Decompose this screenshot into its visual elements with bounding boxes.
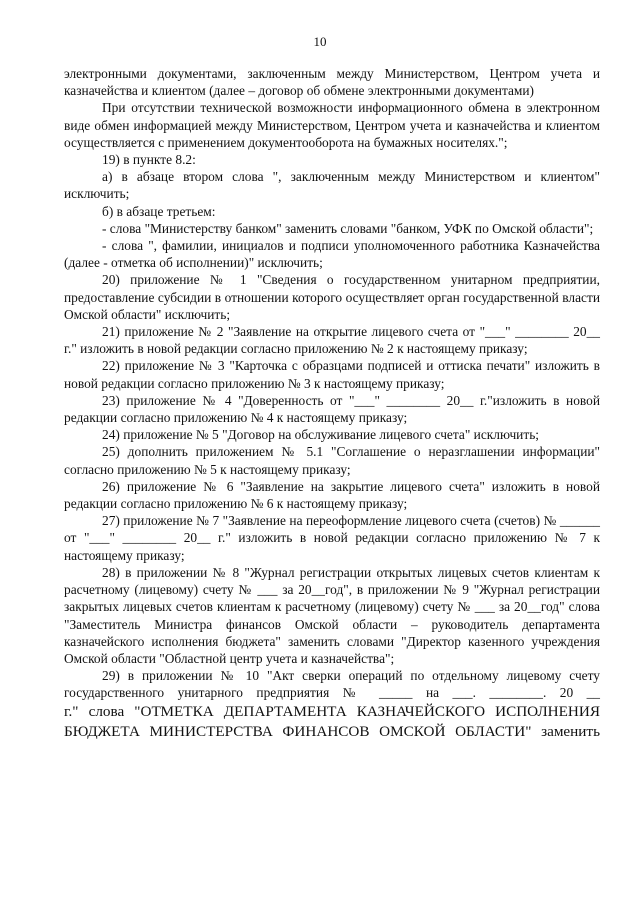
paragraph: б) в абзаце третьем: [102,203,216,219]
paragraph: 22) приложение № 3 "Карточка с образцами подписей и оттиска печати" изложить в новой редакции согласно приложению № 3 к настоящему приказу; [64,358,600,391]
document-body [64,65,600,742]
paragraph: а) в абзаце втором слова ", заключенным между Министерством и клиентом" исключить; [64,169,600,202]
paragraph: 29) в приложении № 10 "Акт сверки операций по отдельному лицевому счету государственного унитарного предприятия № _____ на ___. ________. 20 __ [64,668,600,701]
paragraph: г." слова "ОТМЕТКА ДЕПАРТАМЕНТА КАЗНАЧЕЙСКОГО ИСПОЛНЕНИЯ БЮДЖЕТА МИНИСТЕРСТВА ФИНАНСОВ ОМСКОЙ ОБЛАСТИ" заменить [64,702,600,740]
page-number: 10 [313,34,327,49]
paragraph: 28) в приложении № 8 "Журнал регистрации открытых лицевых счетов клиентам к расчетному (лицевому) счету № ___ за 20__год", в приложении № 9 "Журнал регистрации закрытых лицевых счетов клиентам к расчетному (лицевому) счету № ___ за 20__год" слова "Заместитель Министра финансов Омской области – руководитель департамента казначейского исполнения бюджета" заменить словами "Директор казенного учреждения Омской области "Областной центр учета и казначейства"; [64,564,600,666]
paragraph: - слова ", фамилии, инициалов и подписи уполномоченного работника Казначейства (далее - отметка об исполнении)" исключить; [64,238,600,271]
paragraph: 27) приложение № 7 "Заявление на переоформление лицевого счета (счетов) № ______ от "___" ________ 20__ г." изложить в новой редакции согласно приложению № 7 к настоящему приказу; [64,513,600,563]
paragraph: 20) приложение № 1 "Сведения о государственном унитарном предприятии, предоставление субсидии в отношении которого осуществляет орган государственной власти Омской области" исключить; [64,272,600,322]
paragraph: При отсутствии технической возможности информационного обмена в электронном виде обмен информацией между Министерством, Центром учета и казначейства и клиентом осуществляется с применением документооборота на бумажных носителях."; [64,100,600,150]
paragraph: 23) приложение № 4 "Доверенность от "___" ________ 20__ г."изложить в новой редакции согласно приложению № 4 к настоящему приказу; [64,392,600,426]
paragraph: 26) приложение № 6 "Заявление на закрытие лицевого счета" изложить в новой редакции согласно приложению № 6 к настоящему приказу; [64,478,600,512]
paragraph: - слова "Министерству банком" заменить словами "банком, УФК по Омской области"; [102,220,594,236]
paragraph: электронными документами, заключенным между Министерством, Центром учета и казначейства и клиентом (далее – договор об обмене электронными документами) [64,66,600,99]
paragraph: 19) в пункте 8.2: [102,152,196,168]
paragraph: 24) приложение № 5 "Договор на обслуживание лицевого счета" исключить; [102,427,540,443]
paragraph: 21) приложение № 2 "Заявление на открытие лицевого счета от "___" ________ 20__ г." изложить в новой редакции согласно приложению № 2 к настоящему приказу; [64,324,600,357]
paragraph: 25) дополнить приложением № 5.1 "Соглашение о неразглашении информации" согласно приложению № 5 к настоящему приказу; [64,444,600,477]
